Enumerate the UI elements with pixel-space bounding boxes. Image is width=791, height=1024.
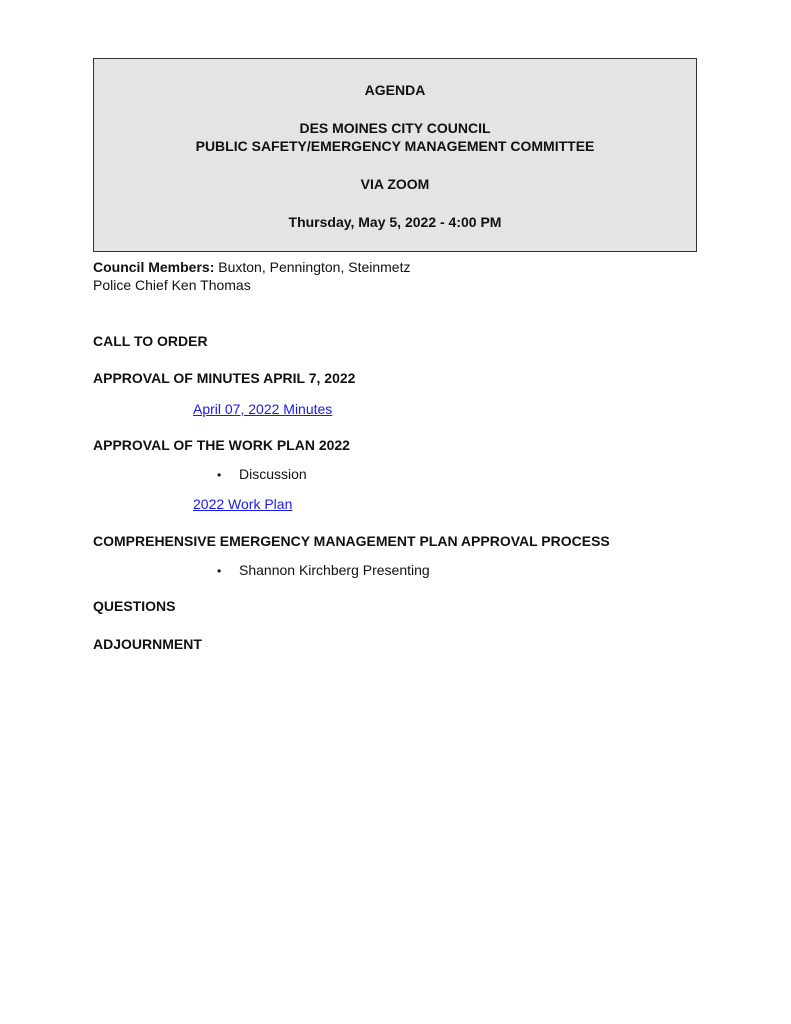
police-chief-line: Police Chief Ken Thomas	[93, 277, 251, 293]
call-to-order-heading: CALL TO ORDER	[93, 333, 208, 349]
minutes-link[interactable]: April 07, 2022 Minutes	[193, 401, 333, 417]
cemp-bullet-text: Shannon Kirchberg Presenting	[239, 562, 430, 578]
committee-name: PUBLIC SAFETY/EMERGENCY MANAGEMENT COMMITTEE	[195, 138, 595, 154]
council-name: DES MOINES CITY COUNCIL	[299, 120, 491, 136]
bullet-icon: •	[217, 468, 222, 482]
attendees-block	[93, 258, 410, 294]
council-members-names: Buxton, Pennington, Steinmetz	[214, 259, 411, 275]
cemp-heading: COMPREHENSIVE EMERGENCY MANAGEMENT PLAN APPROVAL PROCESS	[93, 533, 610, 549]
bullet-icon: •	[217, 564, 222, 578]
adjournment-heading: ADJOURNMENT	[93, 636, 202, 652]
minutes-heading: APPROVAL OF MINUTES APRIL 7, 2022	[93, 370, 356, 386]
cemp-bullet-item	[217, 562, 430, 579]
work-plan-link[interactable]: 2022 Work Plan	[193, 496, 293, 512]
work-plan-bullet-text: Discussion	[239, 466, 307, 482]
questions-heading: QUESTIONS	[93, 598, 176, 614]
council-members-label: Council Members:	[93, 259, 215, 275]
work-plan-heading: APPROVAL OF THE WORK PLAN 2022	[93, 437, 350, 453]
work-plan-bullet-item	[217, 466, 307, 483]
agenda-title: AGENDA	[364, 82, 426, 98]
council-members-line	[93, 258, 410, 276]
meeting-datetime: Thursday, May 5, 2022 - 4:00 PM	[288, 214, 502, 230]
meeting-venue: VIA ZOOM	[360, 176, 430, 192]
agenda-header-box	[93, 58, 697, 252]
